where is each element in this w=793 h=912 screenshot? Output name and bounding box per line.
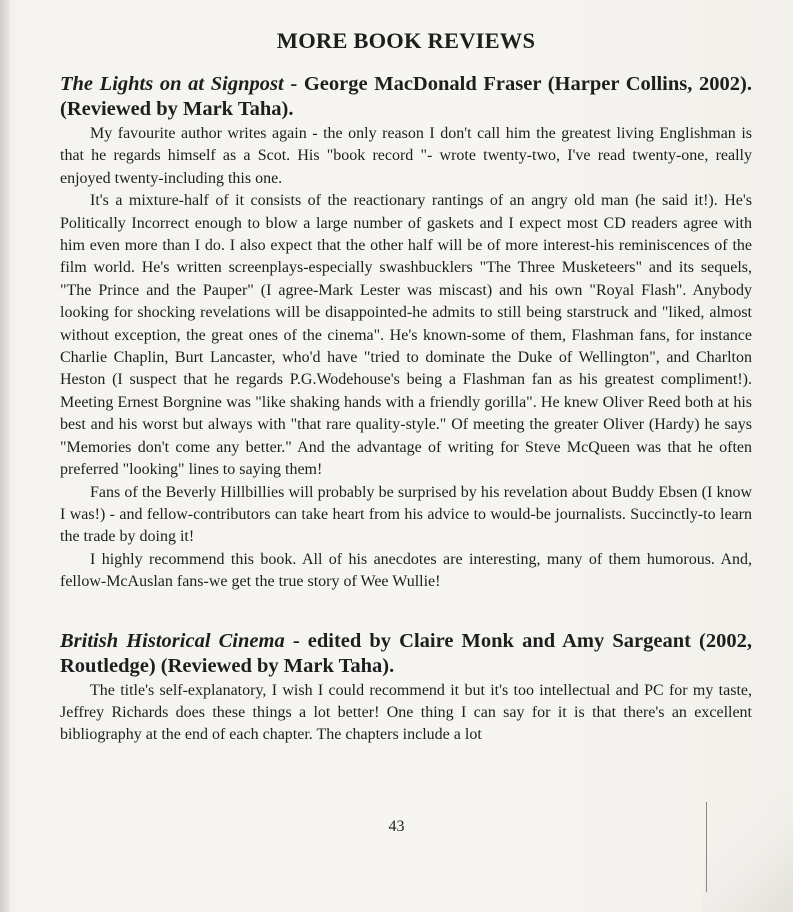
review-2-heading	[60, 629, 752, 679]
review-1-paragraph-3: Fans of the Beverly Hillbillies will probably be surprised by his revelation about Buddy Ebsen (I know I was!) - and fellow-contributors can take heart from his advice to would-be journalists. Succinctly-to learn the trade by doing it!	[60, 483, 752, 546]
page-binding-shadow	[0, 0, 10, 912]
review-2-paragraph-1: The title's self-explanatory, I wish I could recommend it but it's too intellectual and PC for my taste, Jeffrey Richards does these things a lot better! One thing I can say for it is that there's an excellent bibliography at the end of each chapter. The chapters include a lot	[60, 681, 752, 744]
page-content	[60, 24, 752, 747]
review-1-heading	[60, 72, 752, 122]
review-2-book-title: British Historical Cinema	[60, 629, 285, 652]
review-1-byline: - George MacDonald Fraser (Harper Collins, 2002). (Reviewed by Mark Taha).	[60, 73, 752, 120]
review-1-paragraph-1: My favourite author writes again - the only reason I don't call him the greatest living Englishman is that he regards himself as a Scot. His "book record "- wrote twenty-two, I've read twenty-one, really enjoyed twenty-including this one.	[60, 125, 752, 187]
page-corner-crease	[706, 802, 707, 892]
page-number: 43	[388, 818, 405, 835]
review-2	[60, 629, 752, 747]
review-1-paragraph-2: It's a mixture-half of it consists of the reactionary rantings of an angry old man (he said it!). He's Politically Incorrect enough to blow a large number of gaskets and I expect most CD readers agree with him even more than I do. I also expect that the other half will be of more interest-his reminiscences of the film world. He's written screenplays-especially swashbucklers "The Three Musketeers" and its sequels, "The Prince and the Pauper" (I agree-Mark Lester was miscast) and his own "Royal Flash". Anybody looking for shocking revelations will be disappointed-he admits to still being starstruck and "liked, almost without exception, the great ones of the cinema". He's known-some of them, Flashman fans, for instance Charlie Chaplin, Burt Lancaster, who'd have "tried to dominate the Duke of Wellington", and Charlton Heston (I suspect that he regards P.G.Wodehouse's being a Flashman fan as his greatest compliment!). Meeting Ernest Borgnine was "like shaking hands with a friendly gorilla". He knew Oliver Reed both at his best and his worst but always with "that rare quality-style." Of meeting the greater Oliver (Hardy) he says "Memories don't come any better." And the advantage of writing for Steve McQueen was that he often preferred "looking" lines to saying them!	[60, 192, 752, 479]
page-corner-fold	[703, 792, 793, 912]
review-2-byline: - edited by Claire Monk and Amy Sargeant (2002, Routledge) (Reviewed by Mark Taha).	[60, 629, 752, 677]
review-1-paragraph-4: I highly recommend this book. All of his anecdotes are interesting, many of them humorous. And, fellow-McAuslan fans-we get the true story of Wee Wullie!	[60, 550, 752, 591]
review-1-book-title: The Lights on at Signpost	[60, 73, 284, 95]
review-1	[60, 72, 752, 594]
page-title: MORE BOOK REVIEWS	[276, 28, 536, 53]
